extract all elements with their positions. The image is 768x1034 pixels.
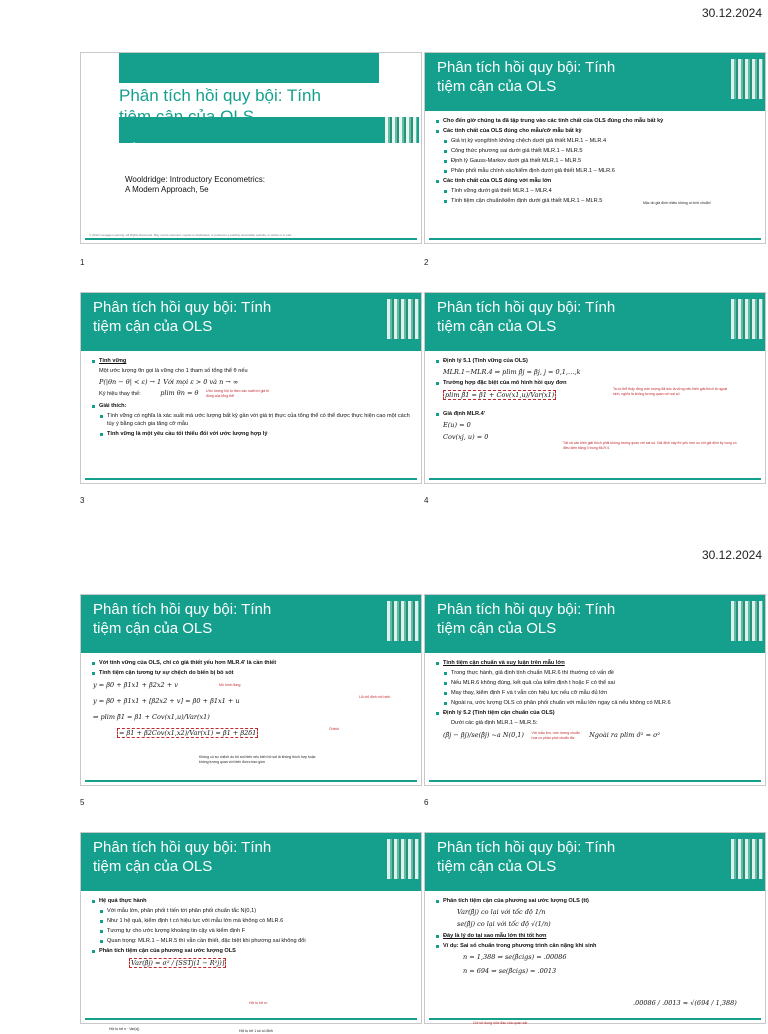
sub-bullet: Nếu MLR.6 không đúng, kết quả của kiểm định t hoặc F có thể sai — [451, 679, 757, 687]
bullet: Giải thích: — [99, 402, 413, 410]
bullet: Với tính vững của OLS, chỉ có giả thiết yếu hơn MLR.4' là cần thiết — [99, 659, 413, 667]
bullet: Ví dụ: Sai số chuẩn trong phương trình cân nặng khi sinh — [443, 942, 757, 950]
annotation-note: Hội tụ tới 1 số cố định — [239, 1029, 274, 1033]
bullet: Các tính chất của OLS đúng cho mẫu/cỡ mẫu bất kỳ — [443, 127, 757, 135]
annotation-note: Với mẫu lớn, ước lượng chuẩn hóa có phân phối chuẩn tắc — [531, 731, 580, 740]
formula-variance — [129, 959, 413, 967]
annotation-note: Không có sự chệch do bỏ sót biến nếu biến bỏ sót là không thích hợp hoặc không tương quan với biến được bao gồm — [199, 755, 316, 764]
bullet: Tính vững — [99, 357, 413, 365]
formula-asymptotic-normal: (β̂j − βj)/se(β̂j) ~a N(0,1) — [443, 731, 524, 739]
annotation-note: Hội tụ tới σ² — [249, 1001, 268, 1005]
slide-header — [425, 833, 765, 891]
annotation-note: Chỉ sử dụng nửa đầu của quan sát — [473, 1021, 528, 1025]
slide-title: Phân tích hồi quy bội: Tính tiệm cận của OLS — [93, 601, 272, 637]
annotation-note: Ước lượng hội tụ theo xác suất tới giá trị đúng của tổng thể — [205, 389, 270, 398]
bullet: Các tính chất của OLS đúng với mẫu lớn — [443, 177, 757, 185]
annotation-note: Hội tụ tới n · Var(xj) — [109, 1027, 140, 1031]
formula-consistency: MLR.1−MLR.4 ⇒ plim β̂j = βj, j = 0,1,…,k — [443, 368, 581, 376]
slide-body — [433, 897, 757, 1025]
sub-bullet: Tính vững dưới giả thiết MLR.1 – MLR.4 — [451, 187, 757, 195]
slide-header — [425, 53, 765, 111]
copyright-text: © 2013 Cengage Learning. All Rights Reserved. May not be scanned, copied or duplicated, or posted to a publicly accessible website, in whole or in part. — [89, 233, 293, 237]
slide-footer-bar — [85, 780, 417, 782]
sub-bullet: Phân phối mẫu chính xác/kiểm định dưới giả thiết MLR.1 – MLR.6 — [451, 167, 757, 175]
formula-cov: Cov(xj, u) = 0 — [443, 433, 489, 441]
bullet: Định lý 5.2 (Tính tiệm cận chuẩn của OLS) — [443, 709, 757, 717]
formula-plim-sigma: Ngoài ra plim σ̂² = σ² — [589, 731, 661, 739]
annotation-note: Ta có thể thấy rằng ước lượng đã dốc là vững nếu biến giải thích là ngoại sinh, nghĩa là không tương quan với sai số. — [613, 387, 728, 396]
slide-footer-bar — [429, 478, 761, 480]
slide-number: 1 — [80, 258, 85, 267]
slide-header — [425, 293, 765, 351]
sub-bullet: Như 1 hệ quả, kiểm định t có hiệu lực với mẫu lớn mà không có MLR.6 — [107, 917, 413, 925]
slide-8 — [424, 832, 766, 1024]
slide-title-line1: Phân tích hồi quy bội: Tính — [119, 86, 321, 105]
sub-bullet: Tương tự cho ước lượng khoảng tin cậy và kiểm định F — [107, 927, 413, 935]
slide-footer-bar — [85, 1018, 417, 1020]
bullet: Phân tích tiệm cận của phương sai ước lượng OLS (tt) — [443, 897, 757, 905]
slide-body — [89, 897, 413, 1033]
slide-2 — [424, 52, 766, 244]
notation-label: Ký hiệu thay thế: — [99, 391, 141, 397]
slide-body — [433, 357, 757, 471]
slide-header — [81, 595, 421, 653]
sub-bullet: Ngoài ra, ước lượng OLS có phân phối chuẩn với mẫu lớn ngay cả nếu không có MLR.6 — [451, 699, 757, 707]
annotation-note: Lỗi chỉ định mô hình — [359, 695, 391, 699]
formula-bias-text: = β1 + β2Cov(x1,x2)/Var(x1) = β1 + β2δ1 — [119, 729, 257, 737]
slide-4 — [424, 292, 766, 484]
slide-header — [425, 595, 765, 653]
slide-title: Phân tích hồi quy bội: Tính tiệm cận của OLS — [93, 299, 272, 335]
book-line1: Wooldridge: Introductory Econometrics: — [125, 175, 265, 184]
sub-bullet: Quan trọng: MLR.1 – MLR.5 thì vẫn cần thiết, đặc biệt khi phương sai không đổi — [107, 937, 413, 945]
slide-number: 4 — [424, 496, 429, 505]
page-date-bottom: 30.12.2024 — [701, 548, 762, 562]
sub-bullet: Công thức phương sai dưới giả thiết MLR.1 – MLR.5 — [451, 147, 757, 155]
book-line2: A Modern Approach, 5e — [125, 185, 209, 194]
bullet: Hệ quả thực hành — [99, 897, 413, 905]
formula-probability: P(|θn − θ| < ε) → 1 Với mọi ε > 0 và n → ∞ — [99, 378, 239, 386]
notation-row — [99, 389, 413, 398]
bullet: Định lý 5.1 (Tính vững của OLS) — [443, 357, 757, 365]
formula-plim-beta1: plim β̂1 = β1 + Cov(x1,u)/Var(x1) — [445, 391, 555, 399]
slide-footer-bar — [429, 1018, 761, 1020]
slide-number: 2 — [424, 258, 429, 267]
bullet: Đây là lý do tại sao mẫu lớn thì tốt hơn — [443, 932, 757, 940]
formula-plim: plim θn = θ — [160, 389, 199, 397]
slide-1 — [80, 52, 422, 244]
sub-bullet: Định lý Gauss-Markov dưới giả thiết MLR.1 – MLR.5 — [451, 157, 757, 165]
formula-estimated-model: y = β0 + β1x1 + [β2x2 + v] = β0 + β1x1 + u — [93, 697, 240, 705]
slide-header — [81, 293, 421, 351]
slide-number: 5 — [80, 798, 85, 807]
bullet: Trường hợp đặc biệt của mô hình hồi quy đơn — [443, 379, 757, 387]
chapter-label: Chương 5 — [123, 140, 186, 155]
slide-footer-bar — [85, 478, 417, 480]
page-date-top: 30.12.2024 — [701, 6, 762, 20]
sub-bullet: Tính vững có nghĩa là xác suất mà ước lượng bất kỳ gần với giá trị thực của tổng thể có thể được thực hiện cao một cách tùy ý bằng cách gia tăng cỡ mẫu — [107, 412, 413, 428]
bullet: Tính tiệm cận tương tự sự chệch do biến bị bỏ sót — [99, 669, 413, 677]
formula-true-model: y = β0 + β1x1 + β2x2 + v — [93, 681, 178, 689]
sub-bullet: Tính tiệm cận chuẩn/kiểm định dưới giả thiết MLR.1 – MLR.5 — [451, 197, 757, 205]
slide-number: 3 — [80, 496, 85, 505]
slide-body — [433, 117, 757, 231]
slide-body — [433, 659, 757, 773]
sub-bullet: Trong thực hành, giả định tính chuẩn MLR.6 thì thường có vấn đề — [451, 669, 757, 677]
slide-title: Phân tích hồi quy bội: Tính tiệm cận của OLS — [93, 839, 272, 875]
annotation-note: Mặc dù giả định nhiều không có tính chuẩn! — [643, 201, 711, 205]
formula-row — [443, 731, 757, 740]
slide-title: Phân tích hồi quy bội: Tính tiệm cận của OLS — [437, 299, 616, 335]
slide-footer-bar — [429, 238, 761, 240]
slide-number: 6 — [424, 798, 429, 807]
slide-header — [81, 833, 421, 891]
formula-var-rate: Var(β̂j) co lại với tốc độ 1/n — [457, 908, 546, 916]
annotation-note: Chệch — [329, 727, 340, 731]
formula-plim: ⇒ plim β̃1 = β1 + Cov(x1,u)/Var(x1) — [93, 713, 210, 721]
theorem-condition: Dưới các giả định MLR.1 – MLR.5: — [451, 720, 538, 726]
sub-bullet: Tính vững là một yêu cầu tối thiểu đối với ước lượng hợp lý — [107, 430, 413, 438]
formula-example-n694: n = 694 ⇒ se(β̂cigs) = .0013 — [463, 967, 557, 975]
slide-title: Phân tích hồi quy bội: Tính tiệm cận của OLS — [437, 839, 616, 875]
formula-ratio: .00086 / .0013 ≈ √(694 / 1,388) — [633, 999, 737, 1007]
slide-title: Phân tích hồi quy bội: Tính tiệm cận của OLS — [437, 59, 616, 95]
formula-se-rate: se(β̂j) co lại với tốc độ √(1/n) — [457, 920, 551, 928]
formula-bias — [117, 729, 413, 737]
formula-variance-text: Var(β̂j) = σ² / [SSTj(1 − R²j)] — [131, 959, 225, 967]
slide-footer-bar — [429, 780, 761, 782]
sub-bullet: Với mẫu lớn, phân phối t tiến tới phân phối chuẩn tắc N(0,1) — [107, 907, 413, 915]
bullet: Tính tiệm cận chuẩn và suy luận trên mẫu lớn — [443, 659, 757, 667]
annotation-note: Tất cả các biến giải thích phải không tương quan với sai số. Giả định này thì yếu hơn so với giả định kỳ vọng có điều kiện bằng 0 trong MLR.4. — [563, 441, 737, 450]
slide-footer-bar — [85, 238, 417, 240]
book-citation — [125, 175, 265, 195]
sub-bullet: Giá trị kỳ vọng/tính không chệch dưới giả thiết MLR.1 – MLR.4 — [451, 137, 757, 145]
slide-6 — [424, 594, 766, 786]
slide-body — [89, 659, 413, 773]
formula-row — [443, 387, 757, 400]
slide-title: Phân tích hồi quy bội: Tính tiệm cận của OLS — [437, 601, 616, 637]
slide-7 — [80, 832, 422, 1033]
bullet: Giả định MLR.4' — [443, 410, 757, 418]
bullet: Phân tích tiệm cận của phương sai ước lượng OLS — [99, 947, 413, 955]
definition-text: Một ước lượng θn gọi là vững cho 1 tham số tổng thể θ nếu — [99, 368, 248, 374]
slide-5 — [80, 594, 422, 786]
formula-example-n1388: n = 1,388 ⇒ se(β̂cigs) = .00086 — [463, 953, 567, 961]
slide-header — [119, 53, 379, 83]
slide-3 — [80, 292, 422, 484]
annotation-note: Mô hình đúng — [219, 683, 241, 687]
formula-eu: E(u) = 0 — [443, 421, 471, 429]
sub-bullet: May thay, kiểm định F và t vẫn còn hiệu lực nếu cỡ mẫu đủ lớn — [451, 689, 757, 697]
slide-body — [89, 357, 413, 471]
bullet: Cho đến giờ chúng ta đã tập trung vào các tính chất của OLS đúng cho mẫu bất kỳ — [443, 117, 757, 125]
